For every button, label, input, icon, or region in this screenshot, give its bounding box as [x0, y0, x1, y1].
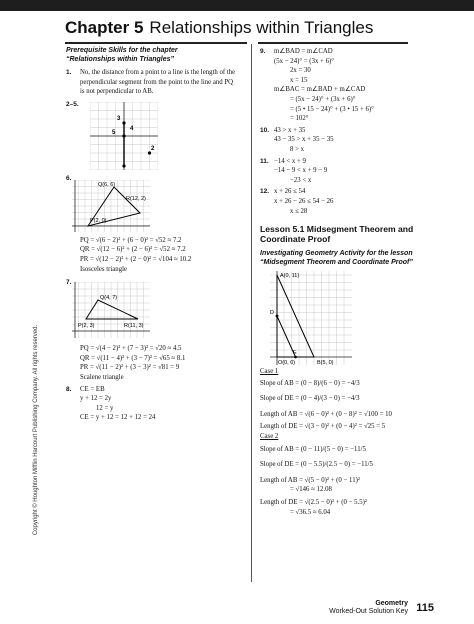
problem-9: 9. m∠BAD = m∠CAD (5x − 24)° = (3x + 6)° 2x = 30 x = 15 m∠BAC = m∠BAD + m∠CAD = (5x − 24)° + (3x + 6)° = (5 • 15 − 24)° + (3 • 15 + 6)° = 102° — [260, 48, 374, 123]
top-banner-bar — [0, 0, 474, 11]
graph4-point-b: B(5, 0) — [317, 360, 334, 366]
problem-2-5: 2–5. 5 3 4 2 — [66, 100, 246, 172]
prereq-title: Prerequisite Skills for the chapter “Relationships within Triangles” — [66, 47, 178, 63]
problem-11: 11. −14 < x + 9 −14 − 9 < x + 9 − 9 −23 < x — [260, 157, 328, 184]
footer — [329, 600, 408, 616]
coordinate-grid-3 — [72, 282, 150, 338]
problem-10: 10. 43 > x + 35 43 − 35 > x + 35 − 35 8 > x — [260, 126, 334, 153]
heading-rule-left — [65, 42, 247, 44]
graph4-point-d: D — [270, 310, 274, 317]
problem-8: 8. CE = EB y + 12 = 2y 12 = y CE = y + 12 = 12 + 12 = 24 — [66, 385, 156, 422]
graph3-point-q: Q(4, 7) — [100, 295, 118, 302]
coordinate-grid-1 — [90, 102, 158, 170]
problem-12: 12. x + 26 ≤ 54 x + 26 − 26 ≤ 54 − 26 x ≤ 28 — [260, 188, 334, 215]
graph3-point-r: R(11, 3) — [124, 323, 144, 330]
activity-title: Investigating Geometry Activity for the lesson “Midsegment Theorem and Coordinate Proof” — [260, 250, 413, 266]
coordinate-grid-4 — [270, 271, 352, 365]
chapter-title: Relationships within Triangles — [149, 18, 374, 37]
column-divider — [251, 44, 252, 582]
problem-6-graph: 6. Q(6, 6) R(12, 2) P(2, 0) — [66, 174, 246, 232]
left-column — [66, 47, 246, 423]
heading-rule-right — [258, 42, 408, 44]
lesson-title: Lesson 5.1 Midsegment Theorem and Coordinate Proof — [260, 224, 414, 245]
case-1: Case 1 Slope of AB = (0 − 8)/(6 − 0) = −4/3 Slope of DE = (0 − 4)/(3 − 0) = −4/3 Length of AB = √(6 − 0)² + (0 − 8)² = √100 = 10 Length of DE = √(3 − 0)² + (0 − 4)² = √25 = 5 — [260, 368, 392, 431]
page-number: 115 — [416, 602, 434, 614]
chapter-label: Chapter 5 — [65, 18, 144, 37]
graph2-point-q: Q(6, 6) — [98, 181, 116, 188]
problem-7-work: PQ = √(4 − 2)² + (7 − 3)² = √20 ≈ 4.5 QR = √(11 − 4)² + (3 − 7)² = √65 ≈ 8.1 PR = √(11 − 2)² + (3 − 3)² = √81 = 9 Scalene triangle — [80, 345, 186, 381]
graph1-label-4: 4 — [130, 125, 134, 132]
graph1-label-5: 5 — [112, 129, 116, 136]
activity-graph — [260, 271, 408, 367]
graph4-point-a: A(0, 11) — [280, 273, 300, 280]
graph1-label-3: 3 — [117, 115, 121, 122]
right-column — [260, 47, 414, 517]
problem-1: 1. No, the distance from a point to a line is the length of the perpendicular segment from the point to the line and PQ is not perpendicular to AB. — [66, 69, 236, 96]
footer-book-title: Geometry — [375, 600, 408, 607]
graph4-point-o: O(0, 0) — [278, 360, 296, 366]
graph1-label-2: 2 — [151, 145, 155, 152]
footer-key-title: Worked-Out Solution Key — [329, 608, 408, 615]
coordinate-grid-2 — [72, 180, 150, 232]
problem-7-graph: 7. Q(4, 7) P(2, 3) R(11, 3) — [66, 278, 246, 338]
graph2-point-p: P(2, 0) — [90, 217, 107, 224]
problem-6-work: PQ = √(6 − 2)² + (6 − 0)² = √52 ≈ 7.2 QR = √(12 − 6)² + (2 − 6)² = √52 ≈ 7.2 PR = √(12 − 2)² + (2 − 0)² = √104 ≈ 10.2 Isosceles triangle — [80, 236, 192, 273]
copyright-notice: Copyright © Houghton Mifflin Harcourt Publishing Company. All rights reserved. — [33, 324, 39, 536]
graph2-point-r: R(12, 2) — [126, 195, 146, 202]
case-2: Case 2 Slope of AB = (0 − 11)/(5 − 0) = −11/5 Slope of DE = (0 − 5.5)/(2.5 − 0) = −11/5 Length of AB = √(5 − 0)² + (0 − 11)² = √146 ≈ 12.08 Length of DE = √(2.5 − 0)² + (0 − 5.5)² = √36.5 ≈ 6.04 — [260, 433, 373, 516]
graph4-point-e: E — [293, 350, 297, 357]
chapter-heading — [65, 18, 373, 38]
graph3-point-p: P(2, 3) — [78, 323, 95, 330]
